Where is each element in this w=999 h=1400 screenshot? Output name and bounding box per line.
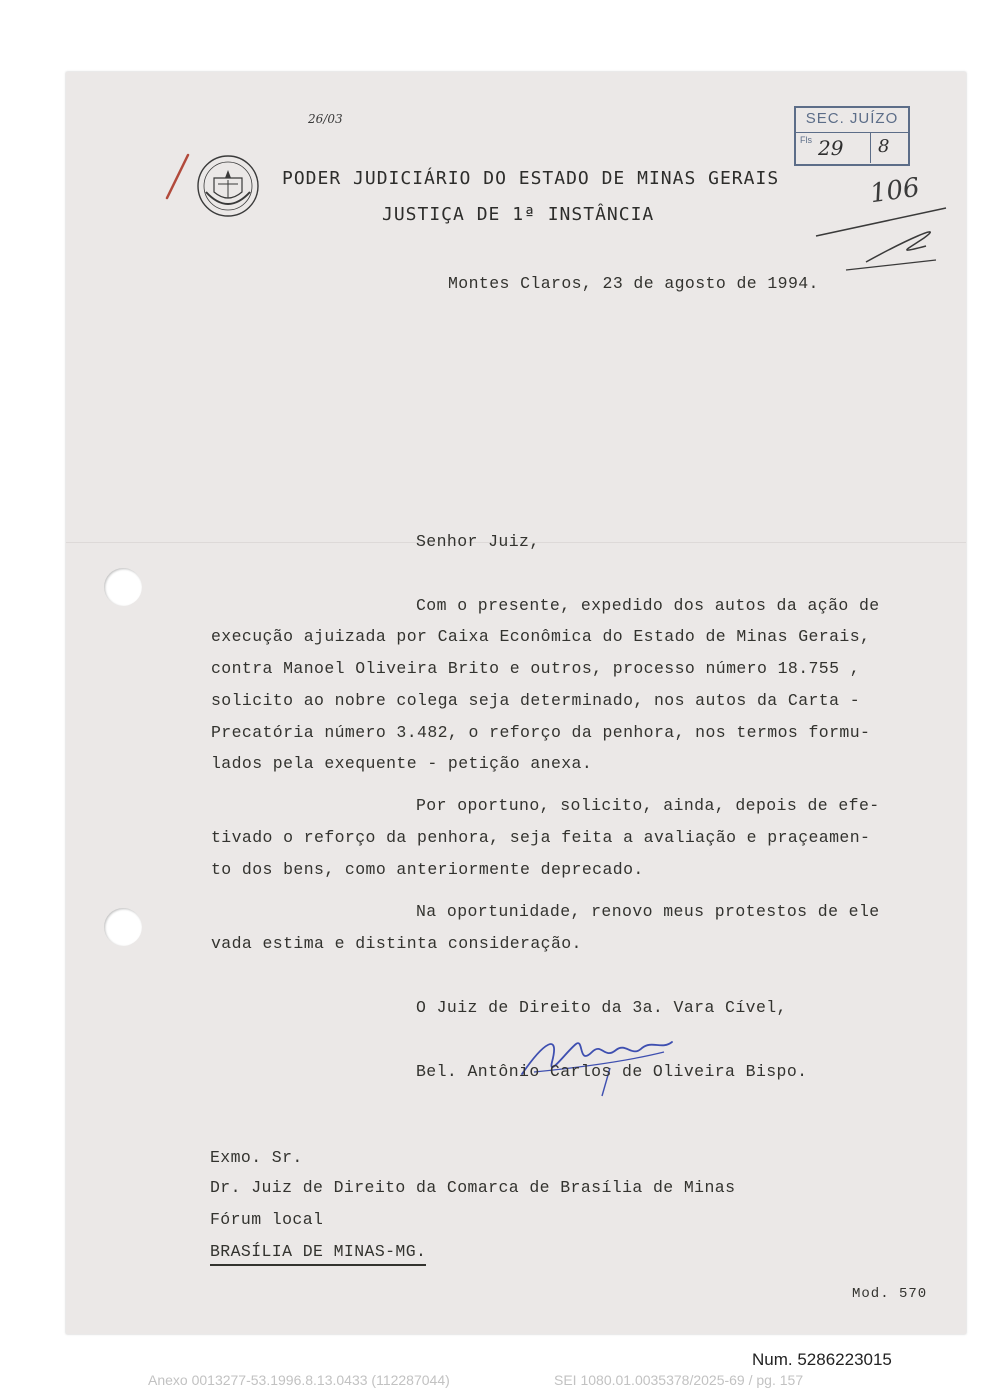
form-code: Mod. 570 <box>852 1286 928 1302</box>
addressee-city: BRASÍLIA DE MINAS-MG. <box>210 1242 426 1266</box>
paragraph-line: Na oportunidade, renovo meus protestos de ele <box>416 902 880 921</box>
paragraph-line: to dos bens, como anteriormente deprecado. <box>211 860 644 879</box>
document-number: Num. 5286223015 <box>752 1350 892 1369</box>
stamp-title: SEC. JUÍZO <box>805 110 899 127</box>
paragraph-line: solicito ao nobre colega seja determinado, nos autos da Carta - <box>211 691 861 710</box>
sei-reference: SEI 1080.01.0035378/2025-69 / pg. 157 <box>554 1372 804 1388</box>
handwritten-note: 26/03 <box>308 112 343 126</box>
date-line: Montes Claros, 23 de agosto de 1994. <box>448 274 819 293</box>
court-stamp <box>794 106 910 166</box>
paragraph-line: Precatória número 3.482, o reforço da penhora, nos termos formu- <box>211 723 871 742</box>
paragraph-line: execução ajuizada por Caixa Econômica do Estado de Minas Gerais, <box>211 627 871 646</box>
closing-line: O Juiz de Direito da 3a. Vara Cível, <box>416 998 787 1017</box>
paragraph-line: contra Manoel Oliveira Brito e outros, processo número 18.755 , <box>211 659 861 678</box>
annex-reference: Anexo 0013277-53.1996.8.13.0433 (112287044) <box>148 1372 450 1388</box>
header-court-name: PODER JUDICIÁRIO DO ESTADO DE MINAS GERAIS <box>282 168 780 189</box>
header-instance: JUSTIÇA DE 1ª INSTÂNCIA <box>382 204 655 225</box>
stamp-folio-suffix: 8 <box>878 136 890 157</box>
paragraph-line: Por oportuno, solicito, ainda, depois de efe- <box>416 796 880 815</box>
paragraph-line: vada estima e distinta consideração. <box>211 934 582 953</box>
signatory-name: Bel. Antônio Carlos de Oliveira Bispo. <box>416 1062 808 1081</box>
paragraph-line: Com o presente, expedido dos autos da ação de <box>416 596 880 615</box>
punch-hole-bottom <box>104 908 142 946</box>
stamp-folio-number: 29 <box>818 136 844 160</box>
salutation: Senhor Juiz, <box>416 532 540 551</box>
handwritten-rubric <box>806 200 956 275</box>
stamp-fls-label: Fls <box>800 135 812 145</box>
handwritten-page-number: 106 <box>868 172 922 210</box>
paragraph-line: tivado o reforço da penhora, seja feita a avaliação e praçeamen- <box>211 828 871 847</box>
addressee-line: Dr. Juiz de Direito da Comarca de Brasília de Minas <box>210 1178 736 1197</box>
handwritten-slash-mark <box>162 152 192 202</box>
paragraph-line: lados pela exequente - petição anexa. <box>211 754 593 773</box>
coat-of-arms-icon <box>194 152 262 220</box>
letter-page <box>66 72 966 1334</box>
punch-hole-top <box>104 568 142 606</box>
addressee-line: Exmo. Sr. <box>210 1148 303 1167</box>
addressee-line: Fórum local <box>210 1210 324 1229</box>
